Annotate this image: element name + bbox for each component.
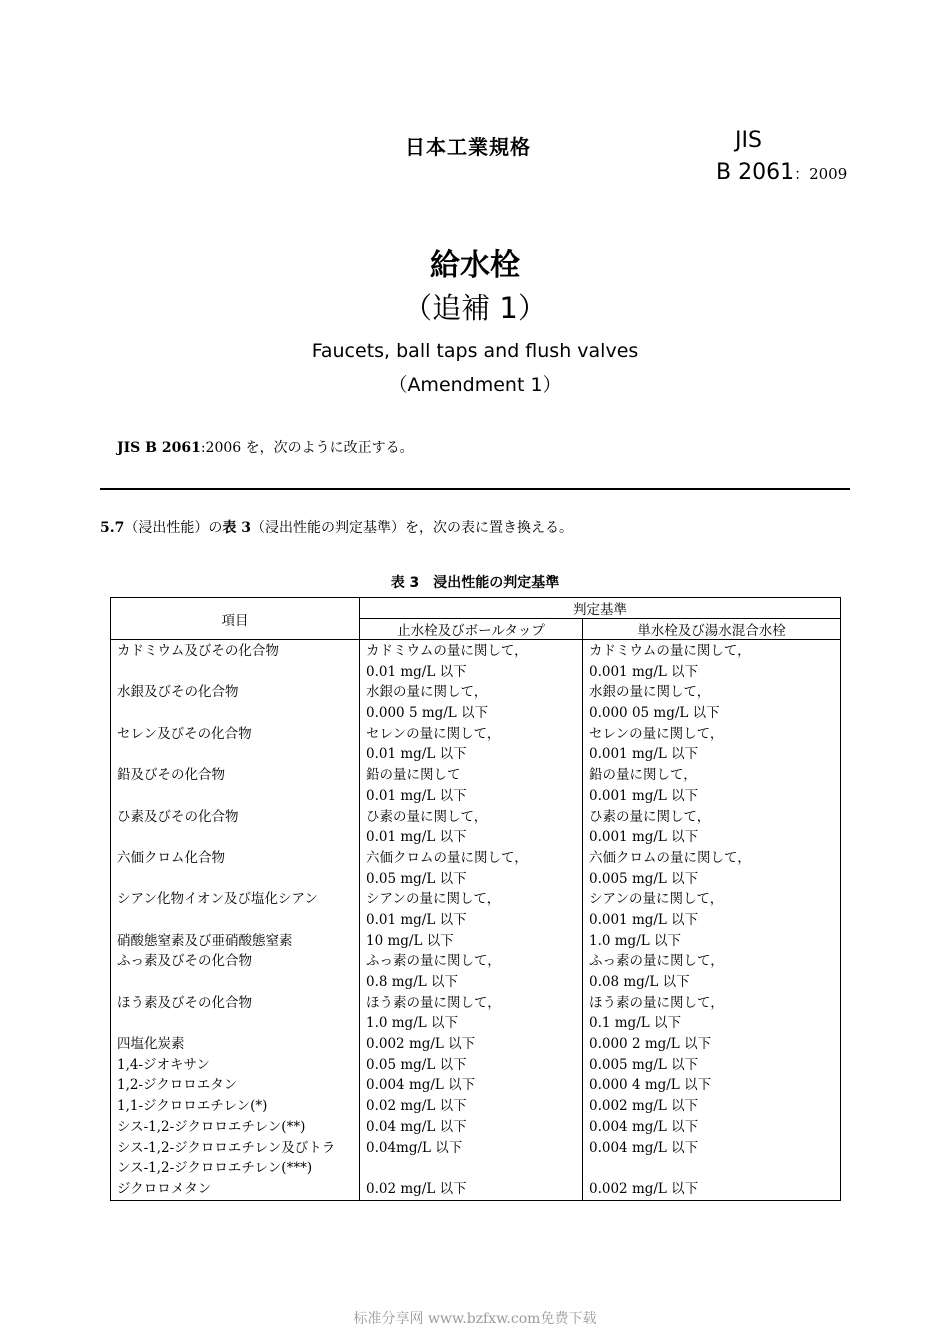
- item-cell: [111, 827, 360, 848]
- table-row: [111, 910, 841, 931]
- stop-valve-criteria-cell: 0.01 mg/L 以下: [360, 662, 583, 683]
- table-row: [111, 1075, 841, 1096]
- table-row: [111, 993, 841, 1014]
- faucet-criteria-cell: 0.000 05 mg/L 以下: [583, 703, 841, 724]
- item-cell: [111, 910, 360, 931]
- faucet-criteria-cell: セレンの量に関して，: [583, 724, 841, 745]
- faucet-criteria-cell: 0.001 mg/L 以下: [583, 662, 841, 683]
- stop-valve-criteria-cell: 六価クロムの量に関して，: [360, 848, 583, 869]
- faucet-criteria-cell: 鉛の量に関して，: [583, 765, 841, 786]
- faucet-criteria-cell: 0.004 mg/L 以下: [583, 1138, 841, 1159]
- stop-valve-criteria-cell: 0.02 mg/L 以下: [360, 1096, 583, 1117]
- table-row: [111, 1055, 841, 1076]
- table-caption: 表 3 浸出性能の判定基準: [390, 575, 560, 591]
- faucet-criteria-cell: 六価クロムの量に関して，: [583, 848, 841, 869]
- item-cell: 水銀及びその化合物: [111, 682, 360, 703]
- clause-replacement-note: [100, 517, 573, 537]
- table-row: [111, 972, 841, 993]
- intro-text: :2006 を，次のように改正する。: [200, 440, 414, 456]
- faucet-criteria-cell: 0.004 mg/L 以下: [583, 1117, 841, 1138]
- faucet-criteria-cell: 1.0 mg/L 以下: [583, 931, 841, 952]
- faucet-criteria-cell: 0.000 4 mg/L 以下: [583, 1075, 841, 1096]
- table-row: [111, 1179, 841, 1200]
- stop-valve-criteria-cell: 1.0 mg/L 以下: [360, 1013, 583, 1034]
- faucet-criteria-cell: カドミウムの量に関して，: [583, 640, 841, 662]
- faucet-criteria-cell: 0.005 mg/L 以下: [583, 869, 841, 890]
- faucet-criteria-cell: 0.001 mg/L 以下: [583, 910, 841, 931]
- faucet-criteria-cell: 0.000 2 mg/L 以下: [583, 1034, 841, 1055]
- item-cell: [111, 786, 360, 807]
- faucet-criteria-cell: 水銀の量に関して，: [583, 682, 841, 703]
- clause-table-ref: 表 3: [222, 520, 251, 536]
- stop-valve-criteria-cell: 10 mg/L 以下: [360, 931, 583, 952]
- item-cell: [111, 1013, 360, 1034]
- leaching-criteria-table: [110, 597, 841, 1201]
- item-cell: [111, 662, 360, 683]
- faucet-criteria-cell: ひ素の量に関して，: [583, 807, 841, 828]
- stop-valve-criteria-cell: 0.01 mg/L 以下: [360, 827, 583, 848]
- footer-watermark: 标准分享网 www.bzfxw.com免费下载: [353, 1311, 597, 1327]
- item-cell: [111, 972, 360, 993]
- stop-valve-criteria-cell: セレンの量に関して，: [360, 724, 583, 745]
- item-cell: 1,2-ジクロロエタン: [111, 1075, 360, 1096]
- faucet-criteria-cell: 0.005 mg/L 以下: [583, 1055, 841, 1076]
- table-row: [111, 744, 841, 765]
- table-row: [111, 1138, 841, 1159]
- item-cell: ふっ素及びその化合物: [111, 951, 360, 972]
- stop-valve-criteria-cell: 0.02 mg/L 以下: [360, 1179, 583, 1200]
- faucet-criteria-cell: 0.001 mg/L 以下: [583, 827, 841, 848]
- stop-valve-criteria-cell: 0.004 mg/L 以下: [360, 1075, 583, 1096]
- item-cell: カドミウム及びその化合物: [111, 640, 360, 662]
- stop-valve-criteria-cell: ふっ素の量に関して，: [360, 951, 583, 972]
- clause-note-part2: （浸出性能の判定基準）を，次の表に置き換える。: [250, 520, 573, 536]
- item-cell: 1,1-ジクロロエチレン(*): [111, 1096, 360, 1117]
- item-cell: [111, 703, 360, 724]
- stop-valve-criteria-cell: 0.01 mg/L 以下: [360, 744, 583, 765]
- item-cell: ひ素及びその化合物: [111, 807, 360, 828]
- item-cell: 硝酸態窒素及び亜硝酸態窒素: [111, 931, 360, 952]
- stop-valve-criteria-cell: 0.04 mg/L 以下: [360, 1117, 583, 1138]
- item-cell: シス-1,2-ジクロロエチレン及びトラ: [111, 1138, 360, 1159]
- item-cell: [111, 869, 360, 890]
- table-row: [111, 703, 841, 724]
- stop-valve-criteria-cell: 0.000 5 mg/L 以下: [360, 703, 583, 724]
- item-cell: シアン化物イオン及び塩化シアン: [111, 889, 360, 910]
- table-row: [111, 807, 841, 828]
- item-cell: 1,4-ジオキサン: [111, 1055, 360, 1076]
- table-row: [111, 951, 841, 972]
- standard-name: 日本工業規格: [405, 135, 531, 159]
- table-row: [111, 827, 841, 848]
- stop-valve-criteria-cell: 0.01 mg/L 以下: [360, 910, 583, 931]
- stop-valve-criteria-cell: 水銀の量に関して，: [360, 682, 583, 703]
- stop-valve-criteria-cell: [360, 1158, 583, 1179]
- table-row: [111, 848, 841, 869]
- item-cell: シス-1,2-ジクロロエチレン(**): [111, 1117, 360, 1138]
- jis-number-code: B 2061: [716, 160, 795, 185]
- intro-standard-ref: JIS B 2061: [117, 440, 201, 456]
- stop-valve-criteria-cell: ほう素の量に関して，: [360, 993, 583, 1014]
- table-row: [111, 724, 841, 745]
- jis-year: ：2009: [794, 165, 848, 183]
- jis-number: [716, 160, 847, 185]
- table-row: [111, 1158, 841, 1179]
- faucet-criteria-cell: シアンの量に関して，: [583, 889, 841, 910]
- table-row: [111, 682, 841, 703]
- table-row: [111, 1117, 841, 1138]
- horizontal-rule: [100, 488, 850, 490]
- item-cell: ジクロロメタン: [111, 1179, 360, 1200]
- table-row: [111, 1013, 841, 1034]
- table-row: [111, 869, 841, 890]
- stop-valve-criteria-cell: シアンの量に関して，: [360, 889, 583, 910]
- table-row: [111, 889, 841, 910]
- stop-valve-criteria-cell: 0.05 mg/L 以下: [360, 869, 583, 890]
- stop-valve-criteria-cell: 鉛の量に関して: [360, 765, 583, 786]
- faucet-criteria-cell: 0.001 mg/L 以下: [583, 786, 841, 807]
- table-row: [111, 765, 841, 786]
- faucet-criteria-cell: 0.1 mg/L 以下: [583, 1013, 841, 1034]
- table-row: [111, 786, 841, 807]
- item-cell: 六価クロム化合物: [111, 848, 360, 869]
- amendment-label-ja: （追補 1）: [403, 291, 547, 325]
- header-criteria: 判定基準: [360, 598, 841, 619]
- faucet-criteria-cell: ほう素の量に関して，: [583, 993, 841, 1014]
- table-row: [111, 931, 841, 952]
- table-row: [111, 1034, 841, 1055]
- stop-valve-criteria-cell: 0.01 mg/L 以下: [360, 786, 583, 807]
- stop-valve-criteria-cell: 0.002 mg/L 以下: [360, 1034, 583, 1055]
- faucet-criteria-cell: 0.001 mg/L 以下: [583, 744, 841, 765]
- faucet-criteria-cell: [583, 1158, 841, 1179]
- clause-number: 5.7: [100, 520, 125, 536]
- stop-valve-criteria-cell: 0.8 mg/L 以下: [360, 972, 583, 993]
- document-title-en: Faucets, ball taps and flush valves: [311, 340, 639, 362]
- item-cell: セレン及びその化合物: [111, 724, 360, 745]
- table-row: [111, 1096, 841, 1117]
- item-cell: ほう素及びその化合物: [111, 993, 360, 1014]
- faucet-criteria-cell: 0.002 mg/L 以下: [583, 1179, 841, 1200]
- table-row: [111, 640, 841, 662]
- stop-valve-criteria-cell: 0.04mg/L 以下: [360, 1138, 583, 1159]
- clause-note-part1: （浸出性能）の: [124, 520, 223, 536]
- item-cell: [111, 744, 360, 765]
- header-stop-valve-ball-tap: 止水栓及びボールタップ: [360, 619, 583, 640]
- amendment-label-en: （Amendment 1）: [388, 374, 562, 396]
- item-cell: 鉛及びその化合物: [111, 765, 360, 786]
- amendment-intro: [117, 437, 414, 457]
- stop-valve-criteria-cell: 0.05 mg/L 以下: [360, 1055, 583, 1076]
- document-title-ja: 給水栓: [430, 248, 520, 283]
- header-item: 項目: [111, 598, 360, 640]
- jis-label: JIS: [735, 128, 762, 153]
- stop-valve-criteria-cell: ひ素の量に関して，: [360, 807, 583, 828]
- table-row: [111, 662, 841, 683]
- faucet-criteria-cell: ふっ素の量に関して，: [583, 951, 841, 972]
- faucet-criteria-cell: 0.002 mg/L 以下: [583, 1096, 841, 1117]
- item-cell: 四塩化炭素: [111, 1034, 360, 1055]
- item-cell: ンス-1,2-ジクロロエチレン(***): [111, 1158, 360, 1179]
- header-single-mixing-faucet: 単水栓及び湯水混合水栓: [583, 619, 841, 640]
- faucet-criteria-cell: 0.08 mg/L 以下: [583, 972, 841, 993]
- stop-valve-criteria-cell: カドミウムの量に関して，: [360, 640, 583, 662]
- table-body: [111, 640, 841, 1201]
